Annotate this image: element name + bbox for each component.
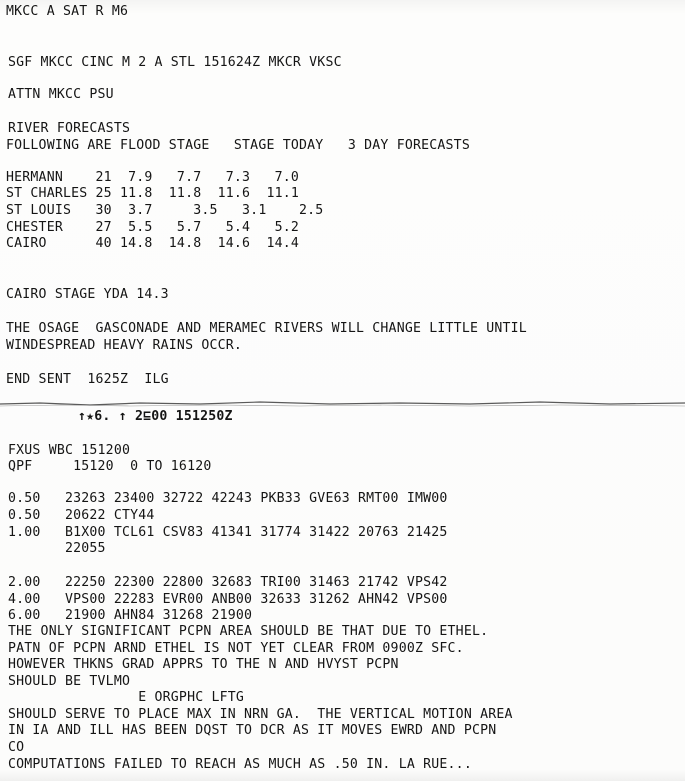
discussion-line: COMPUTATIONS FAILED TO REACH AS MUCH AS .50 IN. LA RUE... <box>8 757 472 772</box>
qpf-row: 4.00 VPS00 22283 EVR00 ANB00 32633 31262 AHN42 VPS00 <box>8 592 448 607</box>
river-remark-line: WINDESPREAD HEAVY RAINS OCCR. <box>6 338 243 353</box>
river-row: CAIRO 40 14.8 14.8 14.6 14.4 <box>6 236 300 251</box>
river-row: ST LOUIS 30 3.7 3.5 3.1 2.5 <box>6 203 324 218</box>
torn-paper-edge <box>0 401 685 407</box>
qpf-row: 6.00 21900 AHN84 31268 21900 <box>8 608 253 623</box>
river-row: CHESTER 27 5.5 5.7 5.4 5.2 <box>6 220 300 235</box>
qpf-row: 22055 <box>8 541 106 556</box>
routing-line: MKCC A SAT R M6 <box>6 4 129 19</box>
discussion-line: THE ONLY SIGNIFICANT PCPN AREA SHOULD BE THAT DUE TO ETHEL. <box>8 624 489 639</box>
product-id-line: FXUS WBC 151200 <box>8 443 131 458</box>
discussion-line: HOWEVER THKNS GRAD APPRS TO THE N AND HVYST PCPN <box>8 657 399 672</box>
end-sent-line: END SENT 1625Z ILG <box>6 372 169 387</box>
river-row: HERMANN 21 7.9 7.7 7.3 7.0 <box>6 170 300 185</box>
river-row: ST CHARLES 25 11.8 11.8 11.6 11.1 <box>6 186 300 201</box>
attention-line: ATTN MKCC PSU <box>8 87 114 102</box>
qpf-row: 0.50 23263 23400 32722 42243 PKB33 GVE63 RMT00 IMW00 <box>8 491 448 506</box>
qpf-row: 0.50 20622 CTY44 <box>8 508 155 523</box>
qpf-row: 1.00 B1X00 TCL61 CSV83 41341 31774 31422 20763 21425 <box>8 525 448 540</box>
river-forecasts-title: RIVER FORECASTS <box>8 121 131 136</box>
discussion-line: IN IA AND ILL HAS BEEN DQST TO DCR AS IT MOVES EWRD AND PCPN <box>8 723 497 738</box>
qpf-period-line: QPF 15120 0 TO 16120 <box>8 459 212 474</box>
tear-strip-header: ↑★6. ↑ 2⊑00 151250Z <box>78 409 233 424</box>
discussion-line: SHOULD BE TVLMO <box>8 674 131 689</box>
discussion-line: SHOULD SERVE TO PLACE MAX IN NRN GA. THE VERTICAL MOTION AREA <box>8 707 513 722</box>
river-table-header: FOLLOWING ARE FLOOD STAGE STAGE TODAY 3 DAY FORECASTS <box>6 138 470 153</box>
qpf-row: 2.00 22250 22300 22800 32683 TRI00 31463 21742 VPS42 <box>8 575 448 590</box>
discussion-line: PATN OF PCPN ARND ETHEL IS NOT YET CLEAR FROM 0900Z SFC. <box>8 641 464 656</box>
address-line: SGF MKCC CINC M 2 A STL 151624Z MKCR VKSC <box>8 55 342 70</box>
cairo-yesterday-line: CAIRO STAGE YDA 14.3 <box>6 287 169 302</box>
river-remark-line: THE OSAGE GASCONADE AND MERAMEC RIVERS WILL CHANGE LITTLE UNTIL <box>6 321 527 336</box>
discussion-line: CO <box>8 740 25 755</box>
discussion-line: E ORGPHC LFTG <box>8 690 245 705</box>
